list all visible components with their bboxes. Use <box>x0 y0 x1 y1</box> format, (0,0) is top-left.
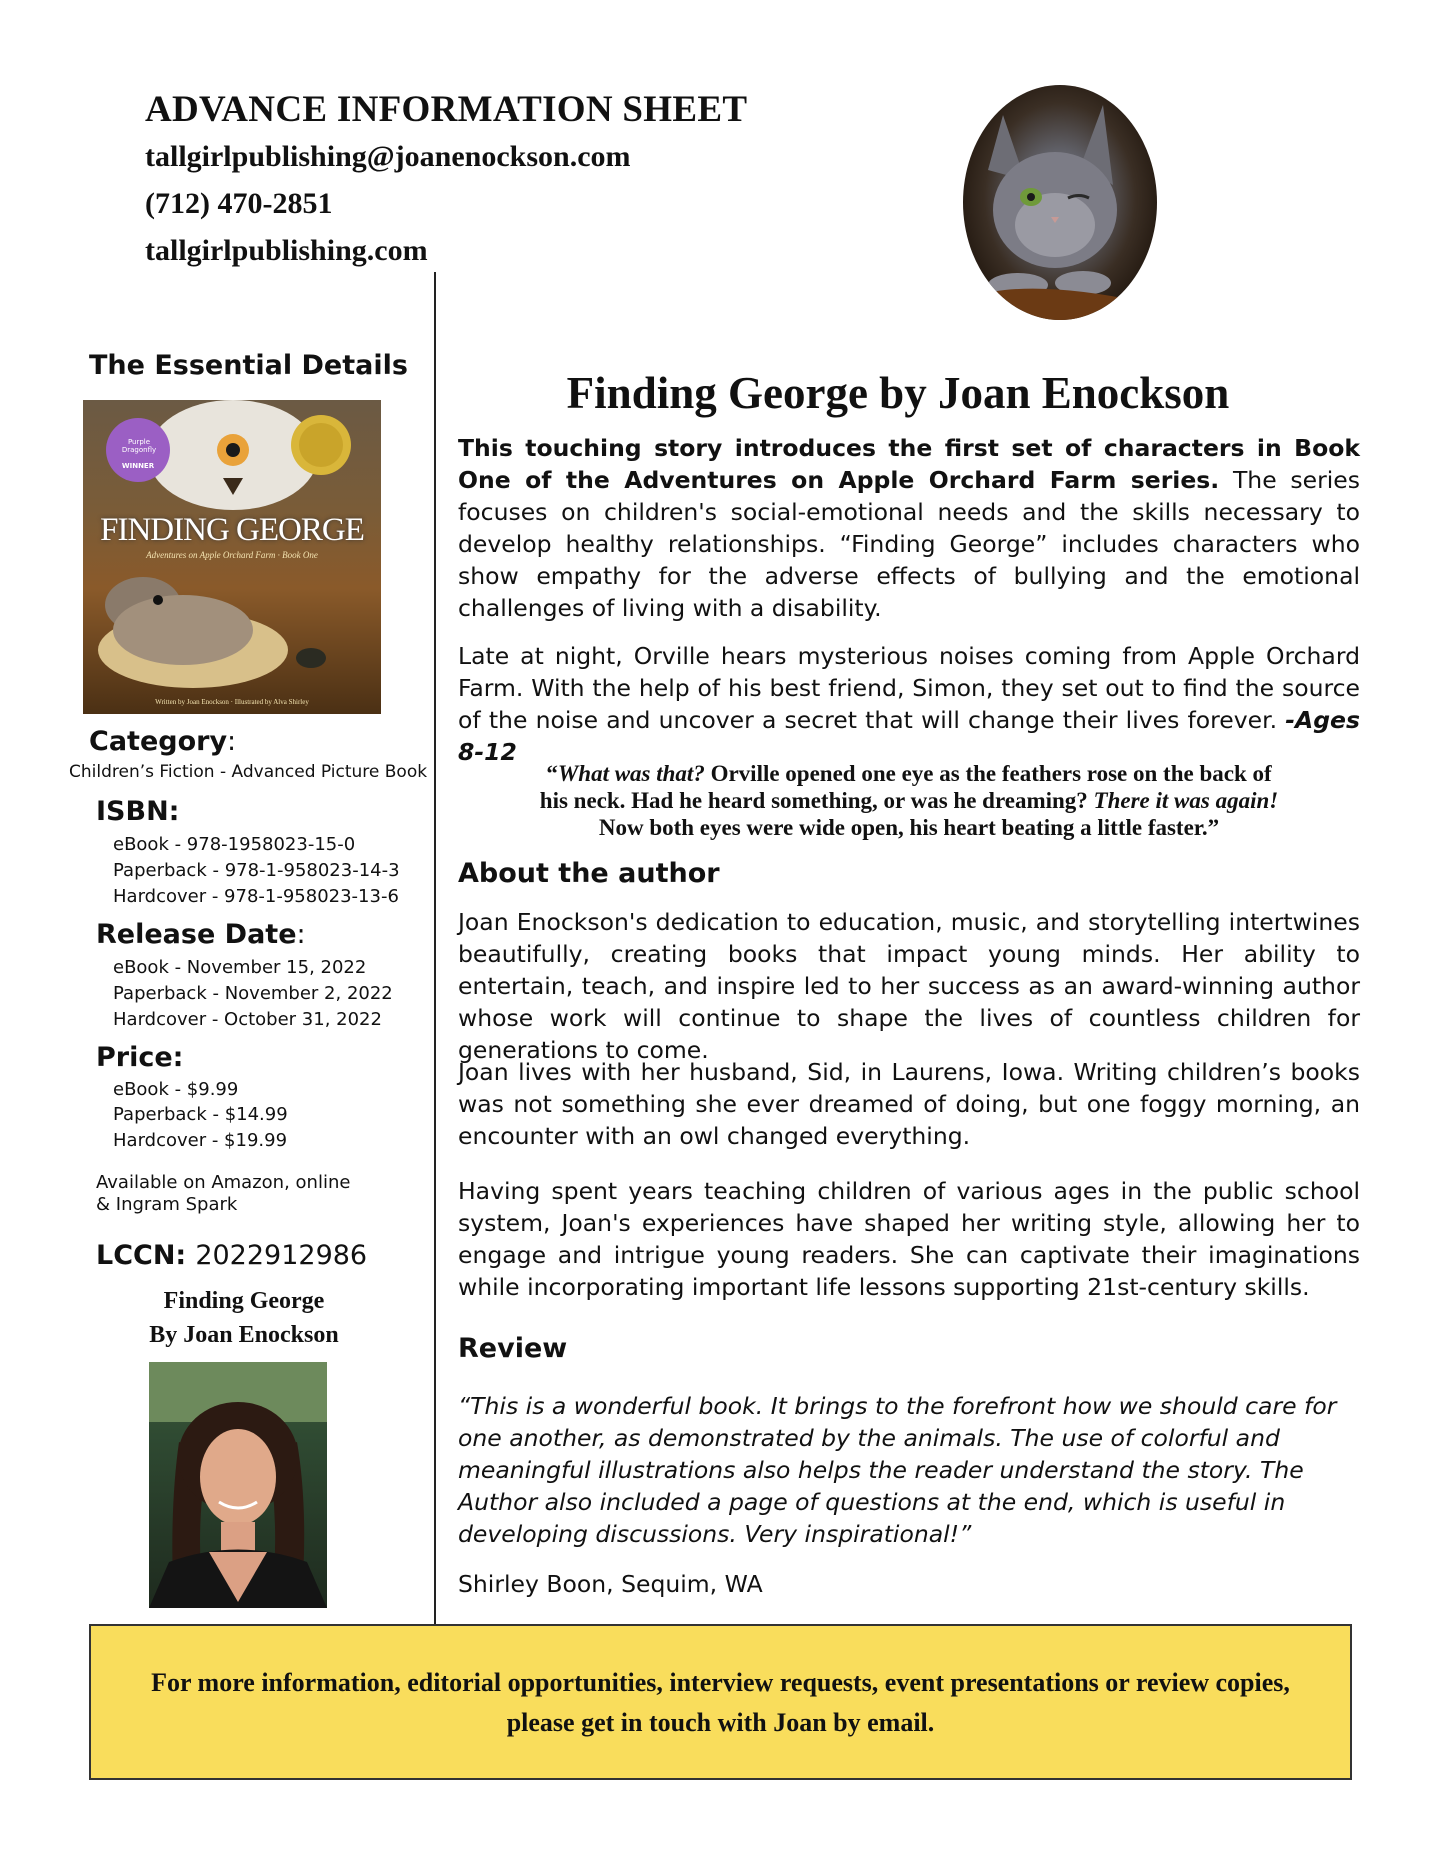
callout-line-2: please get in touch with Joan by email. <box>506 1708 935 1737</box>
isbn-ebook: eBook - 978-1958023-15-0 <box>113 834 356 855</box>
cover-subtitle: Adventures on Apple Orchard Farm · Book One <box>146 550 318 560</box>
cover-credits: Written by Joan Enockson · Illustrated by Alva Shirley <box>155 698 309 706</box>
callout-line-1: For more information, editorial opportunities, interview requests, event presentations or review copies, <box>151 1668 1290 1697</box>
category-value: Children’s Fiction - Advanced Picture Book <box>69 762 428 782</box>
book-caption-title: Finding George <box>163 1288 325 1314</box>
excerpt-line-3: Now both eyes were wide open, his heart beating a little faster.” <box>598 815 1220 840</box>
book-title: Finding George by Joan Enockson <box>566 368 1230 418</box>
category-label-row <box>89 726 236 757</box>
price-ebook: eBook - $9.99 <box>113 1079 239 1100</box>
price-label: Price: <box>96 1042 184 1073</box>
price-paperback: Paperback - $14.99 <box>113 1104 288 1125</box>
about-heading: About the author <box>458 858 720 889</box>
release-ebook: eBook - November 15, 2022 <box>113 957 367 978</box>
price-hardcover: Hardcover - $19.99 <box>113 1130 288 1151</box>
excerpt-line-1: “What was that? Orville opened one eye as the feathers rose on the back of <box>546 761 1272 786</box>
story-text: Late at night, Orville hears mysterious noises coming from Apple Orchard Farm. With the help of his best friend, Simon, they set out to find the source of the noise and uncover a secret that will change their lives forever. <box>458 642 1360 734</box>
review-heading: Review <box>458 1333 568 1364</box>
book-cover <box>83 400 381 714</box>
story-paragraph <box>458 640 1360 768</box>
page-title: ADVANCE INFORMATION SHEET <box>145 89 748 130</box>
author-photo <box>149 1362 327 1608</box>
release-colon: : <box>296 919 306 950</box>
isbn-paperback: Paperback - 978-1-958023-14-3 <box>113 860 400 881</box>
contact-phone[interactable]: (712) 470-2851 <box>145 187 333 220</box>
cover-title: FINDING GEORGE <box>100 512 364 548</box>
review-text: “This is a wonderful book. It brings to the forefront how we should care for one another, as demonstrated by the animals. The use of colorful and meaningful illustrations also helps the reader understand the story. The Author also included a page of questions at the end, which is useful in developing discussions. Very inspirational!” <box>458 1392 1337 1548</box>
book-excerpt <box>458 760 1360 841</box>
category-colon: : <box>227 726 237 757</box>
contact-email[interactable]: tallgirlpublishing@joanenockson.com <box>145 140 631 173</box>
intro-rest: The series focuses on children's social-emotional needs and the skills necessary to develop healthy relationships. “Finding George” includes characters who show empathy for the adverse effects of bullying and the emotional challenges of living with a disability. <box>458 466 1360 622</box>
contact-website[interactable]: tallgirlpublishing.com <box>145 234 428 267</box>
intro-paragraph <box>458 432 1360 624</box>
cat-illustration <box>963 85 1157 320</box>
intro-bold: This touching story introduces the first set of characters in Book One of the Adventures on Apple Orchard Farm series. <box>458 434 1360 494</box>
release-paperback: Paperback - November 2, 2022 <box>113 983 393 1004</box>
book-caption-author: By Joan Enockson <box>149 1322 339 1348</box>
isbn-label: ISBN: <box>96 796 180 827</box>
essential-details-heading: The Essential Details <box>89 350 408 381</box>
category-label: Category <box>89 726 228 757</box>
lccn-value: 2022912986 <box>195 1240 368 1271</box>
column-divider <box>434 272 436 1627</box>
lccn-label: LCCN: <box>96 1240 187 1271</box>
about-paragraph-2: Joan lives with her husband, Sid, in Laurens, Iowa. Writing children’s books was not something she ever dreamed of doing, but one foggy morning, an encounter with an owl changed everything. <box>458 1058 1360 1150</box>
about-paragraph-1: Joan Enockson's dedication to education, music, and storytelling intertwines beautifully, creating books that impact young minds. Her ability to entertain, teach, and inspire led to her success as an award-winning author whose work will continue to shape the lives of countless children for generations to come. <box>458 908 1360 1064</box>
release-label-row <box>96 919 306 950</box>
release-label: Release Date <box>96 919 297 950</box>
award-badge-name: Purple Dragonfly <box>121 438 157 454</box>
availability-line-1: Available on Amazon, online <box>96 1172 351 1193</box>
excerpt-line-2: his neck. Had he heard something, or was he dreaming? There it was again! <box>539 788 1279 813</box>
about-paragraph-3: Having spent years teaching children of various ages in the public school system, Joan's experiences have shaped her writing style, allowing her to engage and intrigue young readers. She can captivate their imaginations while incorporating important life lessons supporting 21st-century skills. <box>458 1177 1360 1301</box>
availability-line-2: & Ingram Spark <box>96 1194 238 1215</box>
contact-callout-text <box>98 1663 1343 1743</box>
reviewer: Shirley Boon, Sequim, WA <box>458 1570 763 1598</box>
lccn-row <box>96 1240 367 1271</box>
release-hardcover: Hardcover - October 31, 2022 <box>113 1009 382 1030</box>
ages-note: -Ages 8-12 <box>458 706 1360 766</box>
isbn-hardcover: Hardcover - 978-1-958023-13-6 <box>113 886 399 907</box>
award-badge-winner: WINNER <box>121 462 155 470</box>
